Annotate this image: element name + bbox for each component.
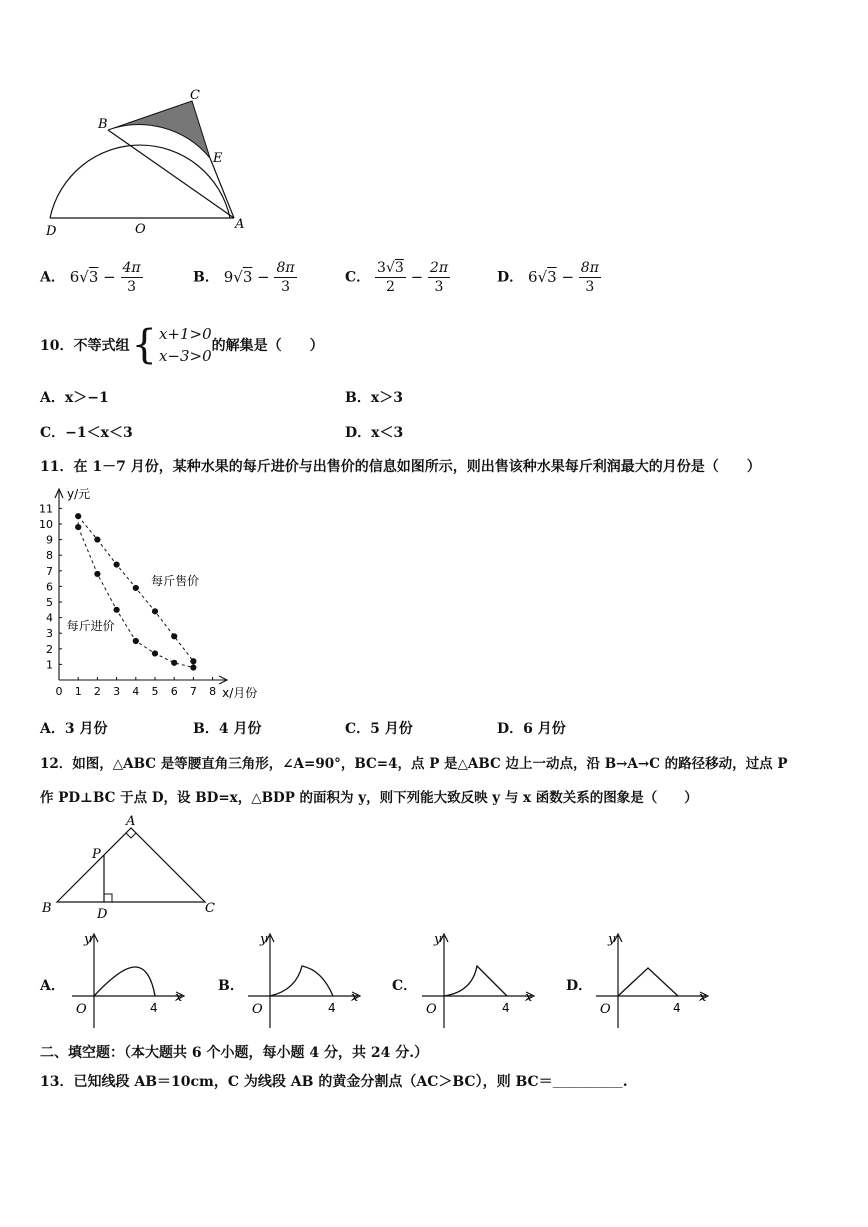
q13-stem (40, 1071, 628, 1091)
svg-text:O: O (600, 1002, 611, 1017)
q11-option-d[interactable]: D．6 月份 (497, 721, 566, 737)
q9-option-c[interactable]: C． $\frac{3√3}{2}$ − $\frac{2\pi}{3}$ (345, 260, 449, 295)
fraction: $\frac{8\pi}{3}$ (276, 260, 295, 295)
option-letter: A． (40, 269, 65, 286)
q10-stem (40, 320, 324, 370)
y-tick-label: 4 (46, 611, 53, 625)
answer-blank[interactable]: ＿＿＿＿＿ (552, 1074, 623, 1090)
svg-text:O: O (76, 1002, 87, 1017)
data-point (152, 608, 158, 614)
fraction: $\frac{4\pi}{3}$ (122, 260, 141, 295)
radicand: 3 (88, 267, 99, 286)
q9-label-c: C (190, 88, 200, 103)
svg-text:x: x (351, 990, 359, 1005)
q12-option-b[interactable]: B． (218, 978, 244, 994)
q12-graph-a[interactable] (64, 928, 194, 1033)
data-point (94, 537, 100, 543)
q10-option-a[interactable]: A．x＞−1 (40, 390, 109, 406)
svg-text:y: y (608, 932, 616, 947)
data-point (133, 585, 139, 591)
q12-stem-line1: 12．如图，△ABC 是等腰直角三角形，∠A=90°，BC=4，点 P 是△ABC 边上一动点，沿 B→A→C 的路径移动，过点 P (40, 756, 788, 772)
svg-text:y: y (434, 932, 442, 947)
y-tick-label: 11 (39, 502, 53, 516)
series-label-cost: 每斤进价 (66, 619, 115, 634)
x-tick-label: 0 (55, 685, 63, 698)
y-tick-label: 6 (46, 580, 53, 594)
data-point (114, 607, 120, 613)
y-tick-label: 5 (46, 596, 53, 609)
x-tick-label: 4 (132, 685, 140, 698)
q9-option-a[interactable]: A． 6√3 − $\frac{4\pi}{3}$ (40, 260, 141, 295)
inequality-1: x+1>0 (158, 325, 212, 343)
q10-suffix: 的解集是（ ） (211, 338, 324, 354)
fraction: $\frac{3√3}{2}$ (377, 260, 404, 295)
brace: { (131, 322, 157, 368)
coef: 9 (223, 267, 234, 286)
x-tick-label: 7 (189, 685, 197, 698)
q10-option-b[interactable]: B．x＞3 (345, 390, 403, 406)
data-point (171, 660, 177, 666)
fraction: $\frac{2\pi}{3}$ (429, 260, 449, 295)
x-tick-label: 3 (113, 685, 121, 698)
option-letter: D． (497, 269, 524, 286)
q12-label-d: D (97, 907, 108, 922)
coef: 6 (528, 267, 538, 286)
q9-figure (38, 85, 248, 240)
y-tick-label: 8 (46, 549, 53, 563)
y-tick-label: 7 (46, 564, 53, 578)
option-letter: B． (193, 269, 219, 286)
y-tick-label: 2 (46, 642, 53, 656)
y-tick-label: 9 (46, 533, 53, 547)
q13-end: . (622, 1074, 628, 1090)
q9-label-e: E (213, 151, 223, 166)
x-axis-label: x/月份 (222, 686, 258, 700)
y-axis-label: y/元 (67, 487, 91, 501)
q9-label-d: D (46, 224, 57, 239)
coef: 6 (69, 267, 80, 286)
q12-label-a: A (126, 814, 136, 829)
q10-option-c[interactable]: C．−1＜x＜3 (40, 425, 133, 441)
radicand: 3 (242, 267, 253, 286)
y-tick-label: 10 (39, 518, 53, 531)
q9-option-b[interactable]: B． 9√3 − $\frac{8\pi}{3}$ (193, 260, 295, 295)
x-tick-label: 2 (93, 685, 101, 698)
series-line-1 (78, 527, 193, 667)
x-tick-label: 8 (209, 685, 217, 698)
radicand: 3 (547, 267, 557, 286)
svg-text:O: O (426, 1002, 437, 1017)
x-tick-label: 5 (151, 685, 159, 698)
data-point (190, 664, 196, 670)
q11-option-a[interactable]: A．3 月份 (40, 721, 108, 737)
svg-text:4: 4 (150, 1001, 158, 1015)
svg-text:4: 4 (673, 1001, 681, 1015)
option-letter: C． (345, 269, 371, 286)
q9-label-a: A (235, 217, 245, 232)
q9-label-o: O (135, 222, 146, 237)
svg-text:4: 4 (502, 1001, 510, 1015)
q9-label-b: B (98, 117, 108, 132)
data-point (94, 571, 100, 577)
q12-label-b: B (42, 901, 52, 916)
q12-graph-c[interactable] (414, 928, 544, 1033)
svg-text:x: x (525, 990, 533, 1005)
y-tick-label: 1 (46, 658, 53, 672)
data-point (133, 638, 139, 644)
q12-option-d[interactable]: D． (566, 978, 593, 994)
x-tick-label: 1 (74, 685, 82, 698)
svg-text:O: O (252, 1002, 263, 1017)
data-point (171, 633, 177, 639)
q12-triangle-figure (38, 812, 223, 922)
section-title: 二、填空题：（本大题共 6 个小题，每小题 4 分，共 24 分.） (40, 1045, 429, 1061)
q10-prefix: 10．不等式组 (40, 338, 130, 354)
x-tick-label: 6 (170, 685, 178, 698)
fraction: $\frac{8\pi}{3}$ (580, 260, 599, 295)
data-point (114, 561, 120, 567)
svg-text:x: x (175, 990, 183, 1005)
q13-text: 13．已知线段 AB＝10cm，C 为线段 AB 的黄金分割点（AC＞BC），则 BC＝ (40, 1074, 553, 1090)
series-label-sale: 每斤售价 (151, 573, 200, 588)
svg-text:y: y (260, 932, 268, 947)
q11-option-b[interactable]: B．4 月份 (193, 721, 262, 737)
q12-option-c[interactable]: C． (392, 978, 418, 994)
svg-text:x: x (699, 990, 707, 1005)
q10-option-d[interactable]: D．x＜3 (345, 425, 404, 441)
svg-text:y: y (84, 932, 92, 947)
q9-option-d[interactable]: D． 6√3 − $\frac{8\pi}{3}$ (497, 260, 599, 295)
q11-stem: 11．在 1－7 月份，某种水果的每斤进价与出售价的信息如图所示，则出售该种水果每斤利润最大的月份是（ ） (40, 459, 761, 475)
y-tick-label: 3 (46, 627, 53, 641)
inequality-2: x−3>0 (158, 347, 212, 365)
data-point (152, 650, 158, 656)
q12-stem-line2: 作 PD⊥BC 于点 D，设 BD=x，△BDP 的面积为 y，则下列能大致反映 y 与 x 函数关系的图象是（ ） (40, 790, 698, 806)
q12-option-a[interactable]: A． (40, 978, 65, 994)
q11-chart (30, 483, 280, 703)
q12-label-p: P (92, 847, 101, 862)
q12-graph-d[interactable] (588, 928, 718, 1033)
q12-graph-b[interactable] (240, 928, 370, 1033)
q11-option-c[interactable]: C．5 月份 (345, 721, 413, 737)
svg-text:4: 4 (328, 1001, 336, 1015)
q12-label-c: C (205, 901, 215, 916)
